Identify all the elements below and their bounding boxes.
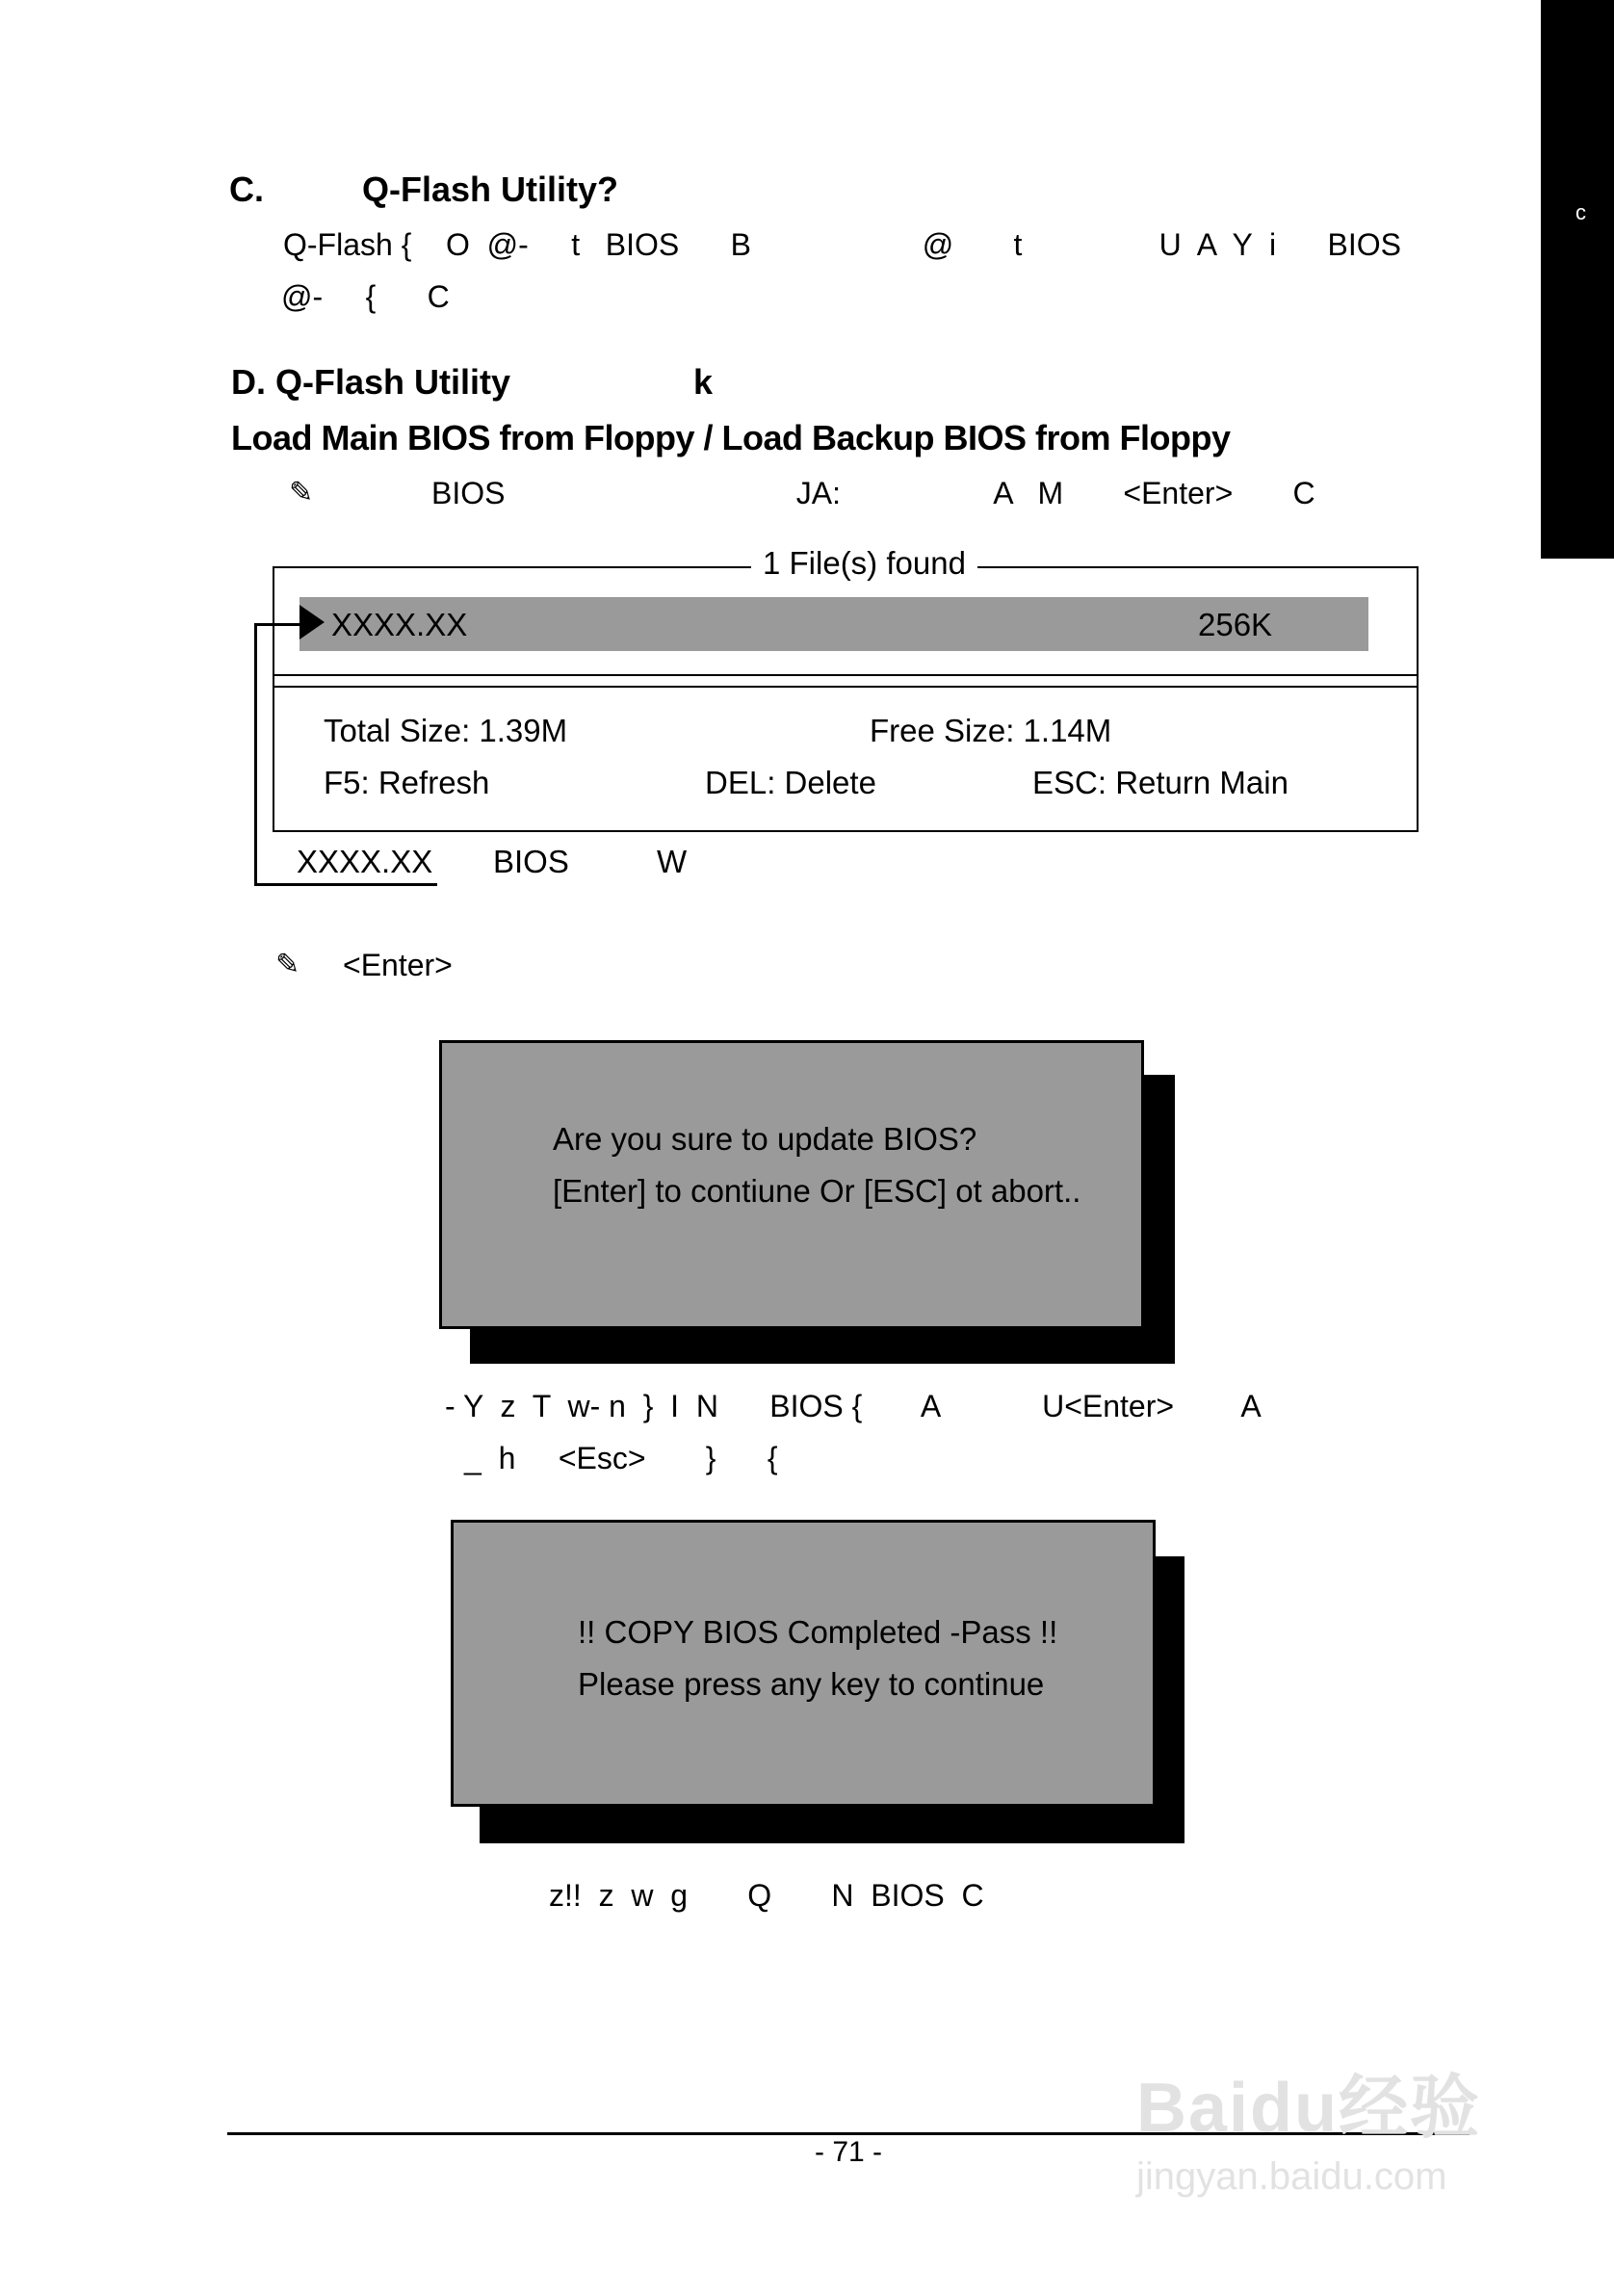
section-c-letter: C. <box>229 170 264 209</box>
callout-connector-line <box>254 623 257 885</box>
selection-arrow-icon <box>299 605 325 639</box>
confirm-dialog-line2: [Enter] to contiune Or [ESC] ot abort.. <box>553 1173 1081 1209</box>
callout-text-w: W <box>657 844 688 879</box>
copy-complete-dialog <box>451 1520 1156 1807</box>
chapter-side-tab <box>1541 0 1614 559</box>
callout-filename: XXXX.XX <box>297 844 433 879</box>
section-d-heading: D. Q-Flash Utility k <box>231 362 714 402</box>
mid-text-line2: _ h <Esc> } { <box>464 1441 778 1475</box>
return-main-key-hint[interactable]: ESC: Return Main <box>1032 765 1289 800</box>
dialog-divider <box>273 686 1417 688</box>
callout-connector-line <box>254 623 300 626</box>
pencil-icon: ✎ <box>289 477 314 509</box>
watermark-brand: Baidu经验 <box>1136 2070 1482 2147</box>
delete-key-hint[interactable]: DEL: Delete <box>705 765 876 800</box>
callout-connector-line <box>254 883 437 886</box>
side-tab-label: c <box>1575 200 1586 224</box>
refresh-key-hint[interactable]: F5: Refresh <box>324 765 490 800</box>
file-dialog-title: 1 File(s) found <box>751 545 977 582</box>
free-size-label: Free Size: 1.14M <box>870 713 1112 748</box>
section-c-title: Q-Flash Utility? <box>362 170 619 209</box>
selected-file-name: XXXX.XX <box>331 607 468 642</box>
note1-text: BIOS JA: A M <Enter> C <box>431 476 1315 510</box>
section-c-body-line2: @- { C <box>281 279 450 314</box>
callout-text-bios: BIOS <box>493 844 569 879</box>
complete-dialog-line2: Please press any key to continue <box>578 1666 1045 1702</box>
selected-file-size: 256K <box>1198 607 1273 642</box>
baidu-watermark-logo <box>1136 2051 1481 2199</box>
complete-dialog-line1: !! COPY BIOS Completed -Pass !! <box>578 1614 1058 1650</box>
total-size-label: Total Size: 1.39M <box>324 713 568 748</box>
note2-text: <Enter> <box>343 948 453 982</box>
section-c-body-line1: Q-Flash { O @- t BIOS B @ t U A Y i BIOS <box>283 227 1401 262</box>
confirm-dialog-line1: Are you sure to update BIOS? <box>553 1121 977 1157</box>
dialog-divider <box>273 674 1417 676</box>
closing-text: z!! z w g Q N BIOS C <box>549 1878 984 1913</box>
mid-text-line1: - Y z T w- n } I N BIOS { A U<Enter> A <box>445 1389 1262 1423</box>
page-number: - 71 - <box>815 2136 883 2168</box>
section-d-subheading: Load Main BIOS from Floppy / Load Backup BIOS from Floppy <box>231 418 1231 457</box>
watermark-url: jingyan.baidu.com <box>1136 2155 1447 2198</box>
pencil-icon: ✎ <box>275 949 300 980</box>
